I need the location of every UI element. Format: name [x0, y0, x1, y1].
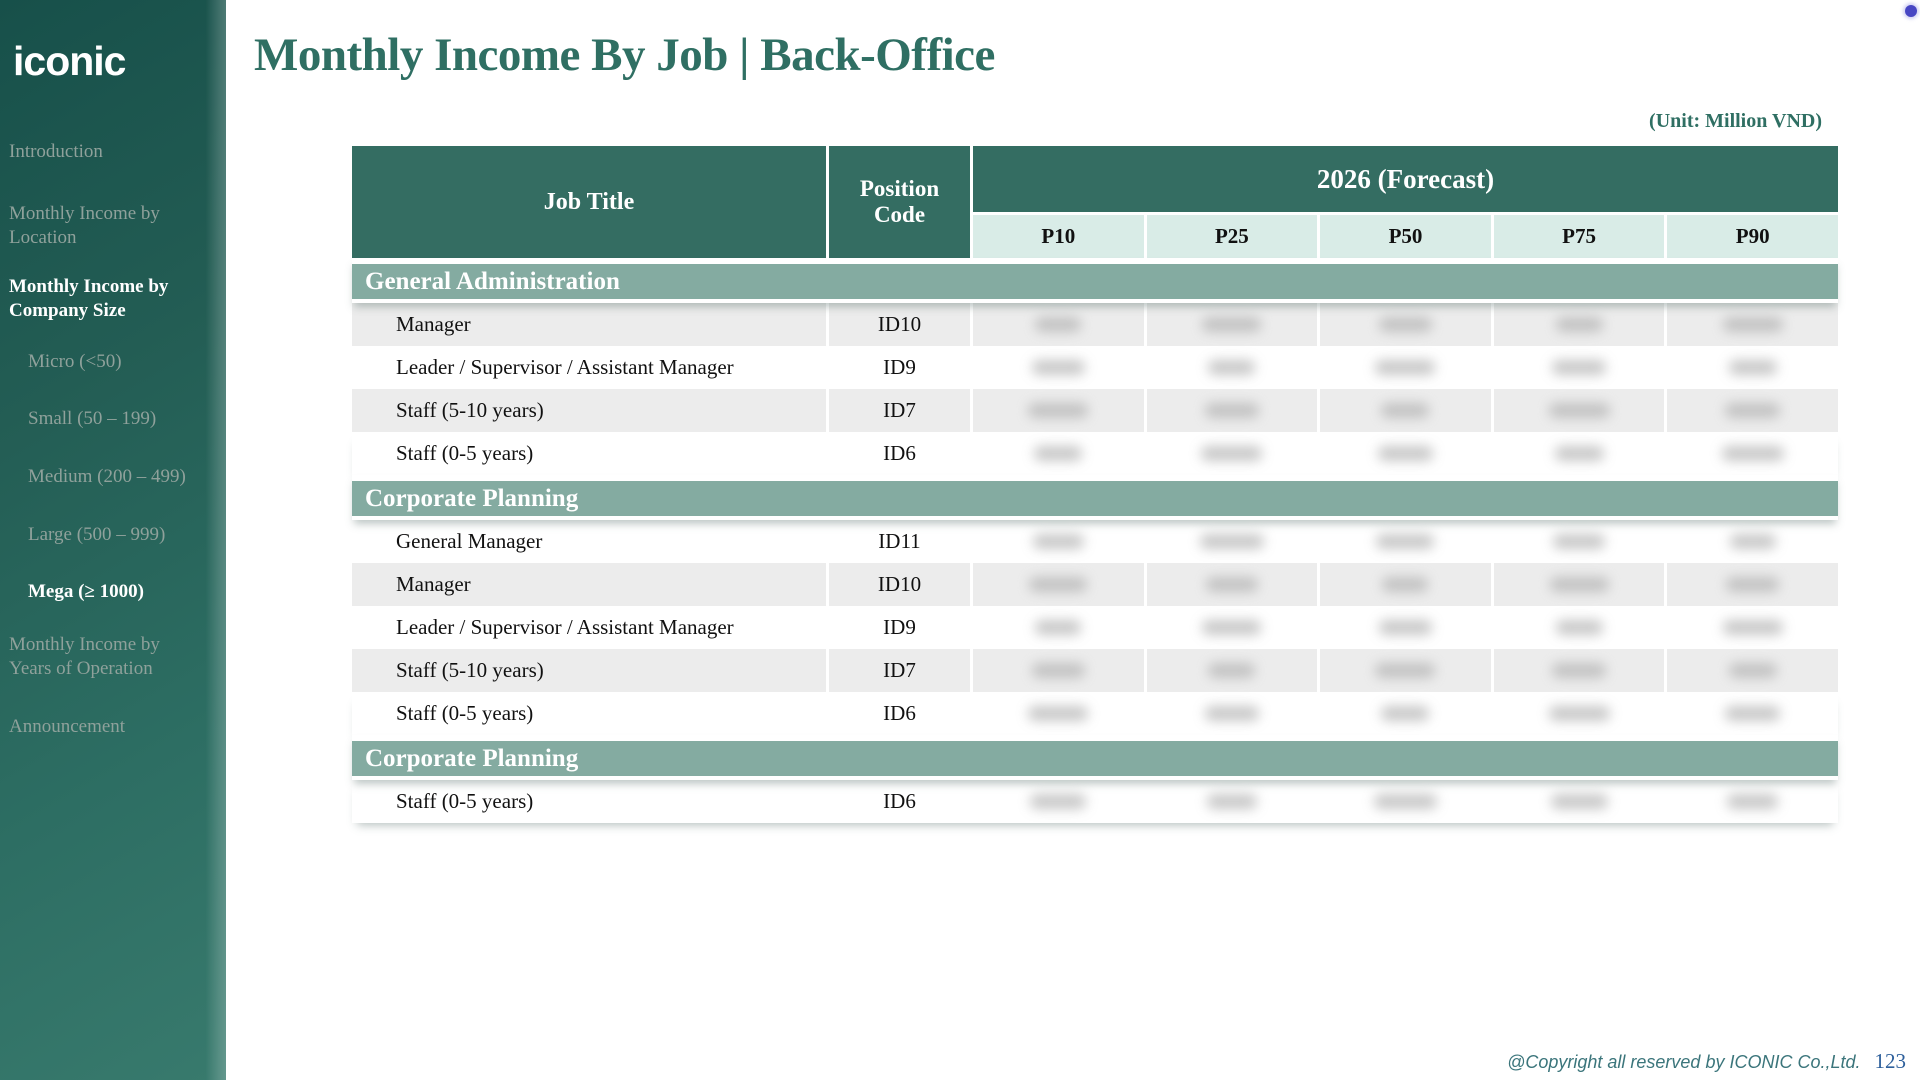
table-row	[352, 389, 1838, 432]
redacted-value-cell	[1494, 692, 1668, 735]
redacted-value-cell	[1494, 563, 1668, 606]
redacted-value-cell	[1494, 432, 1668, 475]
redacted-value-cell	[1667, 432, 1838, 475]
redacted-value-smudge	[1726, 577, 1779, 592]
position-code-cell: ID7	[829, 649, 973, 692]
table-row	[352, 563, 1838, 606]
redacted-value-cell	[1494, 303, 1668, 346]
table-row	[352, 520, 1838, 563]
job-title-cell: Staff (5-10 years)	[352, 389, 829, 432]
sidebar-item[interactable]: Large (500 – 999)	[28, 524, 166, 545]
redacted-value-cell	[1494, 346, 1668, 389]
redacted-value-cell	[1494, 520, 1668, 563]
redacted-value-smudge	[1374, 794, 1437, 809]
redacted-value-smudge	[1206, 577, 1258, 592]
redacted-value-smudge	[1035, 620, 1081, 635]
redacted-value-cell	[1667, 346, 1838, 389]
redacted-value-smudge	[1375, 360, 1435, 375]
section-header: Corporate Planning	[352, 735, 1838, 780]
redacted-value-smudge	[1729, 360, 1777, 375]
position-code-cell: ID10	[829, 303, 973, 346]
col-header-percentile: P75	[1494, 215, 1668, 258]
redacted-value-cell	[1494, 606, 1668, 649]
redacted-value-smudge	[1375, 663, 1435, 678]
redacted-value-smudge	[1028, 403, 1088, 418]
redacted-value-cell	[1320, 520, 1494, 563]
position-code-cell: ID9	[829, 606, 973, 649]
redacted-value-smudge	[1205, 403, 1259, 418]
redacted-value-cell	[1667, 606, 1838, 649]
redacted-value-smudge	[1029, 577, 1087, 592]
redacted-value-cell	[1494, 389, 1668, 432]
redacted-value-cell	[1667, 780, 1838, 823]
redacted-value-smudge	[1381, 706, 1429, 721]
redacted-value-smudge	[1202, 317, 1261, 332]
redacted-value-cell	[973, 692, 1147, 735]
redacted-value-smudge	[1730, 534, 1776, 549]
col-header-job-title: Job Title	[352, 146, 829, 258]
unit-note: (Unit: Million VND)	[1649, 110, 1822, 132]
redacted-value-smudge	[1378, 446, 1433, 461]
redacted-value-cell	[1320, 606, 1494, 649]
redacted-value-smudge	[1028, 706, 1088, 721]
redacted-value-cell	[1320, 692, 1494, 735]
redacted-value-cell	[1147, 303, 1321, 346]
position-code-cell: ID10	[829, 563, 973, 606]
redacted-value-smudge	[1556, 620, 1603, 635]
redacted-value-cell	[1147, 649, 1321, 692]
redacted-value-smudge	[1725, 706, 1780, 721]
col-header-year: 2026 (Forecast)	[973, 146, 1838, 215]
table-row	[352, 432, 1838, 475]
redacted-value-cell	[1320, 432, 1494, 475]
position-code-cell: ID7	[829, 389, 973, 432]
job-title-cell: General Manager	[352, 520, 829, 563]
footer	[1507, 1049, 1906, 1074]
redacted-value-smudge	[1723, 317, 1783, 332]
sidebar-item[interactable]: Medium (200 – 499)	[28, 466, 186, 487]
redacted-value-cell	[1667, 389, 1838, 432]
table-row	[352, 692, 1838, 735]
redacted-value-smudge	[1376, 534, 1434, 549]
redacted-value-smudge	[1551, 794, 1608, 809]
redacted-value-cell	[973, 432, 1147, 475]
job-title-cell: Leader / Supervisor / Assistant Manager	[352, 606, 829, 649]
redacted-value-smudge	[1553, 534, 1605, 549]
redacted-value-smudge	[1550, 577, 1609, 592]
redacted-value-smudge	[1379, 317, 1432, 332]
job-title-cell: Manager	[352, 563, 829, 606]
redacted-value-smudge	[1205, 706, 1259, 721]
redacted-value-smudge	[1723, 620, 1783, 635]
redacted-value-cell	[1494, 649, 1668, 692]
col-header-position-code: Position Code	[829, 146, 973, 258]
redacted-value-smudge	[1725, 403, 1780, 418]
redacted-value-cell	[1667, 649, 1838, 692]
sidebar-item[interactable]: Announcement	[9, 716, 126, 737]
redacted-value-cell	[1147, 780, 1321, 823]
redacted-value-smudge	[1552, 360, 1606, 375]
redacted-value-smudge	[1033, 534, 1084, 549]
redacted-value-smudge	[1382, 577, 1428, 592]
job-title-cell: Staff (0-5 years)	[352, 692, 829, 735]
redacted-value-smudge	[1032, 360, 1085, 375]
page-title: Monthly Income By Job | Back-Office	[254, 29, 995, 81]
percentile-header-row	[973, 215, 1838, 258]
redacted-value-cell	[1147, 606, 1321, 649]
table-header	[352, 146, 1838, 258]
redacted-value-smudge	[1207, 794, 1257, 809]
redacted-value-smudge	[1208, 360, 1255, 375]
redacted-value-smudge	[1202, 620, 1261, 635]
redacted-value-smudge	[1379, 620, 1432, 635]
redacted-value-cell	[1320, 649, 1494, 692]
redacted-value-smudge	[1032, 663, 1085, 678]
redacted-value-cell	[973, 780, 1147, 823]
redacted-value-smudge	[1034, 446, 1082, 461]
redacted-value-cell	[1147, 389, 1321, 432]
redacted-value-cell	[1667, 303, 1838, 346]
sidebar-item[interactable]: Introduction	[9, 141, 103, 162]
income-table	[352, 146, 1838, 823]
section-header: General Administration	[352, 258, 1838, 303]
redacted-value-smudge	[1727, 794, 1778, 809]
redacted-value-cell	[973, 520, 1147, 563]
redacted-value-cell	[1147, 432, 1321, 475]
redacted-value-cell	[973, 303, 1147, 346]
redacted-value-smudge	[1030, 794, 1086, 809]
sidebar	[0, 0, 226, 1080]
sidebar-item[interactable]: Monthly Income by Location	[9, 203, 160, 249]
redacted-value-cell	[973, 649, 1147, 692]
copyright-text: @Copyright all reserved by ICONIC Co.,Ltd.	[1507, 1052, 1861, 1072]
position-code-cell: ID9	[829, 346, 973, 389]
redacted-value-cell	[1147, 346, 1321, 389]
table-row	[352, 606, 1838, 649]
redacted-value-cell	[973, 346, 1147, 389]
redacted-value-smudge	[1201, 446, 1262, 461]
redacted-value-smudge	[1549, 706, 1610, 721]
job-title-cell: Staff (0-5 years)	[352, 432, 829, 475]
redacted-value-cell	[1320, 780, 1494, 823]
redacted-value-cell	[1320, 346, 1494, 389]
redacted-value-cell	[1667, 563, 1838, 606]
sidebar-item[interactable]: Monthly Income by Years of Operation	[9, 634, 160, 680]
redacted-value-smudge	[1729, 663, 1777, 678]
table-row	[352, 303, 1838, 346]
col-header-percentile: P50	[1320, 215, 1494, 258]
col-header-percentile: P90	[1667, 215, 1838, 258]
redacted-value-cell	[1320, 303, 1494, 346]
sidebar-item[interactable]: Small (50 – 199)	[28, 408, 157, 429]
redacted-value-cell	[1667, 520, 1838, 563]
job-title-cell: Manager	[352, 303, 829, 346]
redacted-value-cell	[1667, 692, 1838, 735]
redacted-value-cell	[1494, 780, 1668, 823]
col-header-percentile: P10	[973, 215, 1147, 258]
status-dot-icon	[1905, 5, 1917, 17]
table-row	[352, 346, 1838, 389]
sidebar-item[interactable]: Monthly Income by Company Size	[9, 276, 169, 322]
redacted-value-cell	[1147, 692, 1321, 735]
redacted-value-smudge	[1035, 317, 1081, 332]
forecast-header-group	[973, 146, 1838, 258]
position-code-cell: ID6	[829, 432, 973, 475]
redacted-value-cell	[1147, 520, 1321, 563]
job-title-cell: Staff (0-5 years)	[352, 780, 829, 823]
position-code-cell: ID6	[829, 780, 973, 823]
redacted-value-smudge	[1200, 534, 1264, 549]
redacted-value-cell	[973, 563, 1147, 606]
table-row	[352, 780, 1838, 823]
sidebar-item[interactable]: Mega (≥ 1000)	[28, 581, 144, 602]
page-number: 123	[1874, 1049, 1906, 1073]
position-code-cell: ID6	[829, 692, 973, 735]
redacted-value-smudge	[1208, 663, 1255, 678]
redacted-value-cell	[973, 606, 1147, 649]
redacted-value-smudge	[1722, 446, 1784, 461]
redacted-value-cell	[1147, 563, 1321, 606]
col-header-percentile: P25	[1147, 215, 1321, 258]
redacted-value-smudge	[1381, 403, 1429, 418]
iconic-logo: iconic	[13, 38, 126, 84]
redacted-value-smudge	[1555, 446, 1604, 461]
redacted-value-cell	[1320, 563, 1494, 606]
job-title-cell: Staff (5-10 years)	[352, 649, 829, 692]
redacted-value-smudge	[1556, 317, 1603, 332]
redacted-value-smudge	[1552, 663, 1606, 678]
redacted-value-cell	[1320, 389, 1494, 432]
table-row	[352, 649, 1838, 692]
redacted-value-cell	[973, 389, 1147, 432]
redacted-value-smudge	[1549, 403, 1610, 418]
job-title-cell: Leader / Supervisor / Assistant Manager	[352, 346, 829, 389]
sidebar-item[interactable]: Micro (<50)	[28, 351, 122, 372]
section-header: Corporate Planning	[352, 475, 1838, 520]
position-code-cell: ID11	[829, 520, 973, 563]
